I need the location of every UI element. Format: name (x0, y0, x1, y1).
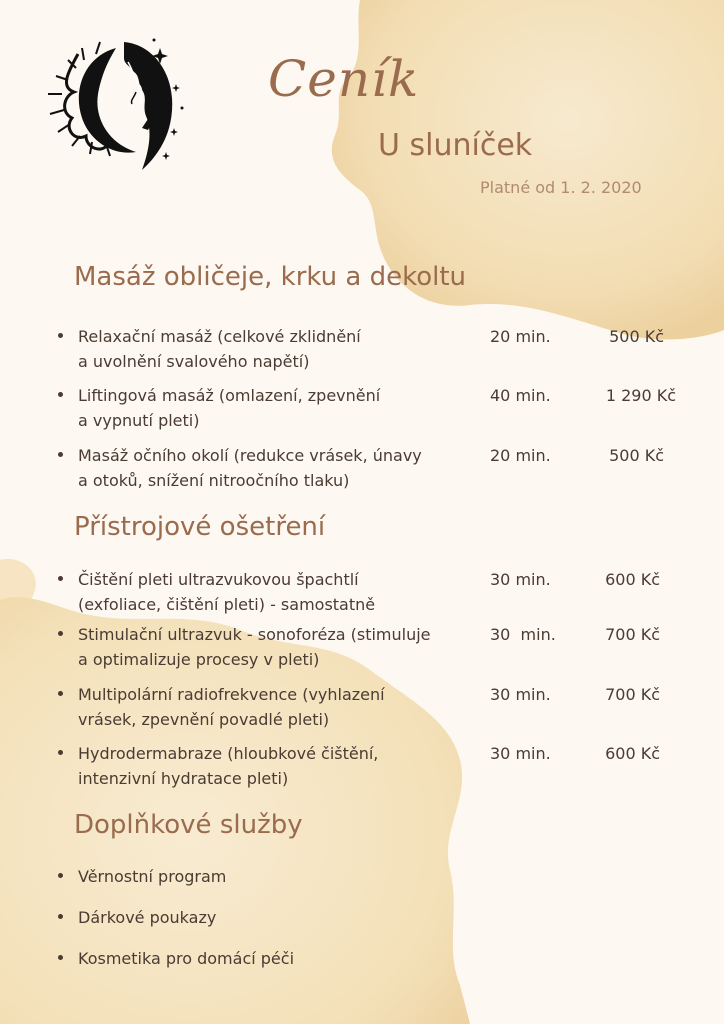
list-item (58, 383, 698, 439)
service-price: 600 Kč (605, 744, 660, 763)
service-name: Věrnostní program (78, 867, 227, 886)
service-duration: 30 min. (490, 570, 551, 589)
list-item (58, 622, 698, 678)
service-name: Multipolární radiofrekvence (vyhlazení vrásek, zpevnění povadlé pleti) (78, 685, 385, 729)
service-price: 500 Kč (609, 327, 664, 346)
service-price: 1 290 Kč (605, 386, 676, 405)
bullet-icon (58, 873, 63, 878)
service-duration: 30 min. (490, 685, 551, 704)
bullet-icon (58, 631, 63, 636)
list-item (58, 324, 698, 380)
list-item (58, 905, 458, 931)
bullet-icon (58, 392, 63, 397)
bullet-icon (58, 750, 63, 755)
sun-moon-woman-logo-icon (38, 32, 188, 180)
bullet-icon (58, 914, 63, 919)
service-name: Stimulační ultrazvuk - sonoforéza (stimuluje a optimalizuje procesy v pleti) (78, 625, 431, 669)
bullet-icon (58, 576, 63, 581)
service-duration: 40 min. (490, 386, 551, 405)
bullet-icon (58, 333, 63, 338)
bullet-icon (58, 955, 63, 960)
service-name: Masáž očního okolí (redukce vrásek, únavy a otoků, snížení nitroočního tlaku) (78, 446, 422, 490)
list-item (58, 864, 458, 890)
list-item (58, 741, 698, 797)
service-price: 700 Kč (605, 625, 660, 644)
service-duration: 30 min. (490, 744, 551, 763)
service-name: Liftingová masáž (omlazení, zpevnění a vypnutí pleti) (78, 386, 381, 430)
service-name: Relaxační masáž (celkové zklidnění a uvolnění svalového napětí) (78, 327, 361, 371)
list-item (58, 443, 698, 499)
section-heading-extra-services: Doplňkové služby (74, 810, 303, 840)
page-title: Ceník (268, 50, 420, 108)
service-name: Čištění pleti ultrazvukovou špachtlí (exfoliace, čištění pleti) - samostatně (78, 570, 376, 614)
service-name: Dárkové poukazy (78, 908, 217, 927)
list-item (58, 682, 698, 738)
service-duration: 20 min. (490, 446, 551, 465)
service-duration: 30 min. (490, 625, 556, 644)
bullet-icon (58, 452, 63, 457)
valid-from-date: Platné od 1. 2. 2020 (480, 178, 642, 197)
list-item (58, 567, 698, 623)
salon-name: U sluníček (378, 128, 533, 163)
bullet-icon (58, 691, 63, 696)
service-price: 500 Kč (609, 446, 664, 465)
service-price: 600 Kč (605, 570, 660, 589)
list-item (58, 946, 458, 972)
service-name: Kosmetika pro domácí péči (78, 949, 295, 968)
service-name: Hydrodermabraze (hloubkové čištění, intenzivní hydratace pleti) (78, 744, 379, 788)
section-heading-device-treatment: Přístrojové ošetření (74, 512, 326, 542)
section-heading-face-massage: Masáž obličeje, krku a dekoltu (74, 262, 467, 292)
service-price: 700 Kč (605, 685, 660, 704)
service-duration: 20 min. (490, 327, 551, 346)
